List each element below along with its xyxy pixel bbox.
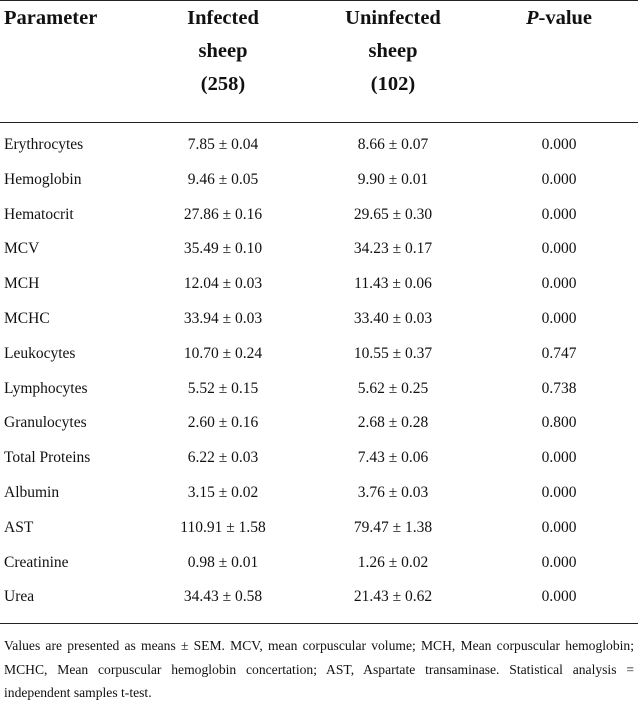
top-rule: [0, 0, 638, 1]
bottom-rule: [0, 623, 638, 624]
cell-p-value: 0.000: [541, 275, 577, 293]
header-uninfected-line-3: (102): [370, 73, 416, 95]
cell-parameter: Creatinine: [4, 553, 69, 571]
cell-parameter: Granulocytes: [4, 414, 87, 432]
cell-uninfected: 79.47 ± 1.38: [353, 518, 433, 536]
cell-parameter: Erythrocytes: [4, 136, 84, 153]
cell-p-value: 0.747: [541, 344, 577, 362]
table-row: [0, 406, 638, 441]
cell-infected: 0.98 ± 0.01: [187, 553, 259, 571]
cell-infected: 12.04 ± 0.03: [183, 275, 263, 293]
cell-p-value: 0.000: [541, 170, 577, 188]
cell-infected: 6.22 ± 0.03: [187, 449, 259, 467]
cell-p-value: 0.800: [541, 414, 577, 432]
cell-p-value: 0.000: [541, 588, 577, 606]
cell-infected: 9.46 ± 0.05: [187, 170, 259, 188]
header-uninfected-line-2: sheep: [368, 40, 418, 62]
header-infected-line-2: sheep: [198, 40, 248, 62]
cell-uninfected: 21.43 ± 0.62: [353, 588, 433, 606]
table-row: [0, 580, 638, 615]
cell-uninfected: 33.40 ± 0.03: [353, 309, 433, 327]
table-row: [0, 232, 638, 267]
cell-p-value: 0.000: [541, 449, 577, 467]
header-infected-line-1: Infected: [187, 7, 259, 29]
cell-parameter: MCH: [4, 275, 40, 293]
cell-p-value: 0.738: [541, 379, 577, 397]
cell-uninfected: 9.90 ± 0.01: [357, 170, 429, 188]
table-row: [0, 163, 638, 198]
cell-infected: 33.94 ± 0.03: [183, 309, 263, 327]
cell-infected: 5.52 ± 0.15: [187, 379, 259, 397]
cell-uninfected: 11.43 ± 0.06: [354, 275, 432, 293]
cell-infected: 3.15 ± 0.02: [187, 483, 259, 501]
header-infected-sheep: [148, 2, 298, 101]
table-row: [0, 546, 638, 581]
header-p-value: [499, 2, 619, 35]
table-row: [0, 511, 638, 546]
cell-infected: 27.86 ± 0.16: [183, 205, 263, 223]
table-row: [0, 441, 638, 476]
cell-uninfected: 1.26 ± 0.02: [357, 553, 429, 571]
cell-p-value: 0.000: [541, 553, 577, 571]
cell-p-value: 0.000: [541, 240, 577, 258]
table-row: [0, 302, 638, 337]
cell-parameter: Hematocrit: [4, 205, 74, 223]
cell-uninfected: 29.65 ± 0.30: [353, 205, 433, 223]
header-uninfected-sheep: [318, 2, 468, 101]
cell-parameter: Hemoglobin: [4, 170, 82, 188]
header-rule: [0, 122, 638, 123]
table-row: [0, 128, 638, 163]
cell-parameter: Total Proteins: [4, 449, 91, 467]
cell-uninfected: 5.62 ± 0.25: [357, 379, 429, 397]
cell-infected: 35.49 ± 0.10: [183, 240, 263, 258]
cell-infected: 7.85 ± 0.04: [187, 136, 259, 153]
cell-p-value: 0.000: [541, 518, 577, 536]
cell-parameter: Urea: [4, 588, 35, 606]
cell-uninfected: 7.43 ± 0.06: [357, 449, 429, 467]
header-infected-line-3: (258): [200, 73, 246, 95]
cell-uninfected: 10.55 ± 0.37: [353, 344, 433, 362]
table-row: [0, 476, 638, 511]
cell-p-value: 0.000: [541, 309, 577, 327]
table-row: [0, 337, 638, 372]
cell-infected: 10.70 ± 0.24: [183, 344, 263, 362]
cell-p-value: 0.000: [541, 136, 577, 153]
cell-uninfected: 2.68 ± 0.28: [357, 414, 429, 432]
header-p-suffix: -value: [538, 7, 593, 29]
header-p-letter: P: [525, 7, 539, 29]
cell-uninfected: 3.76 ± 0.03: [357, 483, 429, 501]
cell-uninfected: 34.23 ± 0.17: [353, 240, 433, 258]
cell-infected: 2.60 ± 0.16: [187, 414, 259, 432]
cell-p-value: 0.000: [541, 205, 577, 223]
table-row: [0, 267, 638, 302]
cell-parameter: Albumin: [4, 483, 60, 501]
header-uninfected-line-1: Uninfected: [345, 7, 441, 29]
cell-infected: 34.43 ± 0.58: [183, 588, 263, 606]
cell-parameter: Lymphocytes: [4, 379, 88, 397]
cell-infected: 110.91 ± 1.58: [180, 518, 266, 536]
cell-p-value: 0.000: [541, 483, 577, 501]
cell-parameter: AST: [4, 518, 34, 536]
cell-uninfected: 8.66 ± 0.07: [357, 136, 429, 153]
table-row: [0, 372, 638, 407]
table-footnote: Values are presented as means ± SEM. MCV, mean corpuscular volume; MCH, Mean corpuscular hemoglobin; MCHC, Mean corpuscular hemoglobin concertation; AST, Aspartate transaminase. Statistical analysis = independent samples t-test.: [4, 638, 634, 700]
table-row: [0, 198, 638, 233]
header-parameter: Parameter: [4, 7, 98, 29]
table-body: [0, 128, 638, 615]
cell-parameter: MCHC: [4, 309, 50, 327]
cell-parameter: Leukocytes: [4, 344, 76, 362]
cell-parameter: MCV: [4, 240, 40, 258]
